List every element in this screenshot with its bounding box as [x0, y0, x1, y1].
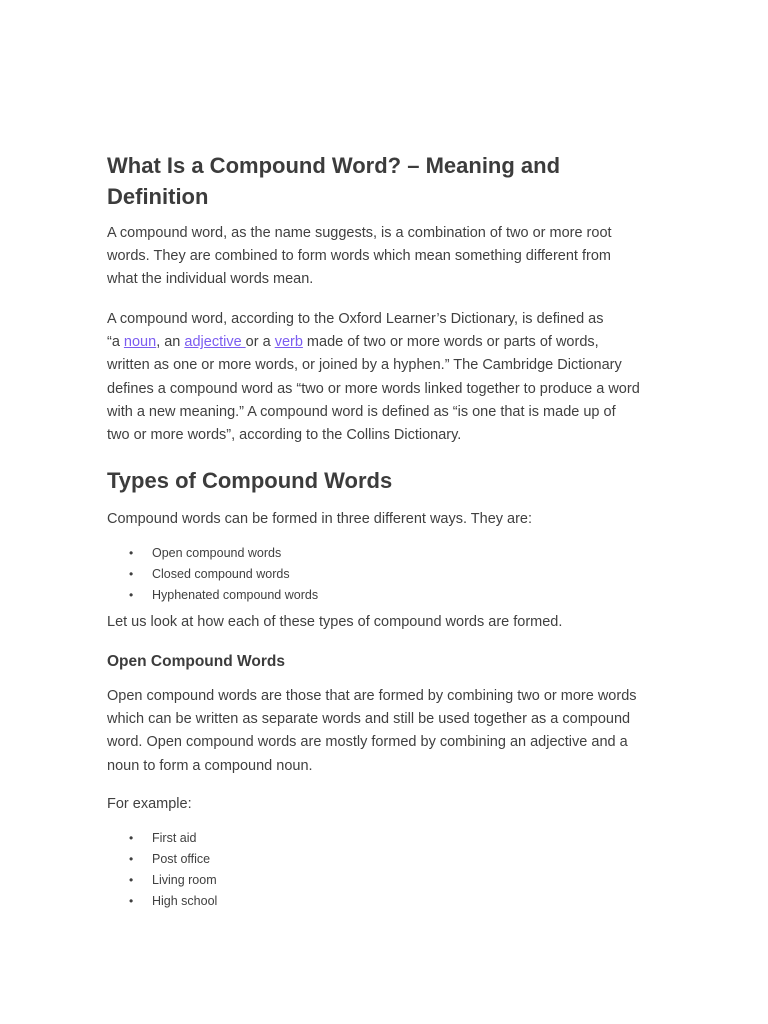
- open-para-line: noun to form a compound noun.: [107, 757, 313, 774]
- open-compound-paragraph: [107, 685, 667, 778]
- noun-link[interactable]: noun: [123, 334, 157, 351]
- bullet-icon: •: [129, 567, 134, 581]
- list-item: [107, 564, 663, 585]
- open-para-line: Open compound words are those that are formed by combining two or more words: [107, 688, 637, 704]
- list-item: [107, 543, 663, 564]
- types-outro: Let us look at how each of these types of compound words are formed.: [107, 614, 563, 630]
- page-title: [107, 150, 663, 212]
- types-list: [107, 543, 663, 606]
- list-item: [107, 828, 663, 849]
- bullet-icon: •: [129, 894, 134, 908]
- definition-line: written as one or more words, or joined by a hyphen.” The Cambridge Dictionary: [107, 357, 622, 374]
- list-item: [107, 585, 663, 606]
- intro-paragraph: [107, 222, 663, 292]
- types-heading: Types of Compound Words: [107, 468, 393, 493]
- bullet-icon: •: [129, 852, 134, 866]
- adjective-link[interactable]: adjective: [184, 334, 246, 351]
- list-item: [107, 891, 663, 912]
- example-label: For example:: [107, 796, 192, 812]
- title-line-1: What Is a Compound Word? – Meaning and: [107, 153, 561, 178]
- intro-line: words. They are combined to form words which mean something different from: [107, 248, 611, 265]
- definition-text: “a: [107, 334, 124, 351]
- list-item-label: Closed compound words: [152, 567, 290, 581]
- definition-paragraph: [107, 308, 667, 447]
- definition-text: , an: [156, 334, 185, 351]
- bullet-icon: •: [129, 546, 134, 560]
- list-item-label: High school: [152, 894, 218, 908]
- open-para-line: word. Open compound words are mostly formed by combining an adjective and a: [107, 734, 628, 751]
- verb-link[interactable]: verb: [274, 334, 303, 351]
- definition-line: defines a compound word as “two or more words linked together to produce a word: [107, 380, 640, 397]
- definition-line: with a new meaning.” A compound word is defined as “is one that is made up of: [107, 403, 616, 420]
- list-item-label: First aid: [152, 831, 197, 845]
- list-item-label: Hyphenated compound words: [152, 588, 319, 602]
- bullet-icon: •: [129, 873, 134, 887]
- example-list: [107, 828, 663, 912]
- definition-text: made of two or more words or parts of words,: [302, 334, 599, 351]
- title-line-2: Definition: [107, 184, 209, 209]
- list-item-label: Living room: [152, 873, 217, 887]
- definition-line: two or more words”, according to the Collins Dictionary.: [107, 427, 462, 444]
- definition-line: A compound word, according to the Oxford Learner’s Dictionary, is defined as: [107, 311, 604, 327]
- bullet-icon: •: [129, 588, 134, 602]
- open-para-line: which can be written as separate words and still be used together as a compound: [107, 711, 631, 728]
- list-item: [107, 849, 663, 870]
- list-item: [107, 870, 663, 891]
- intro-line: what the individual words mean.: [107, 271, 314, 288]
- open-compound-heading: Open Compound Words: [107, 653, 285, 670]
- intro-line: A compound word, as the name suggests, is a combination of two or more root: [107, 225, 612, 241]
- definition-text: or a: [245, 334, 275, 351]
- bullet-icon: •: [129, 831, 134, 845]
- list-item-label: Open compound words: [152, 546, 282, 560]
- types-intro: Compound words can be formed in three different ways. They are:: [107, 511, 533, 527]
- list-item-label: Post office: [152, 852, 211, 866]
